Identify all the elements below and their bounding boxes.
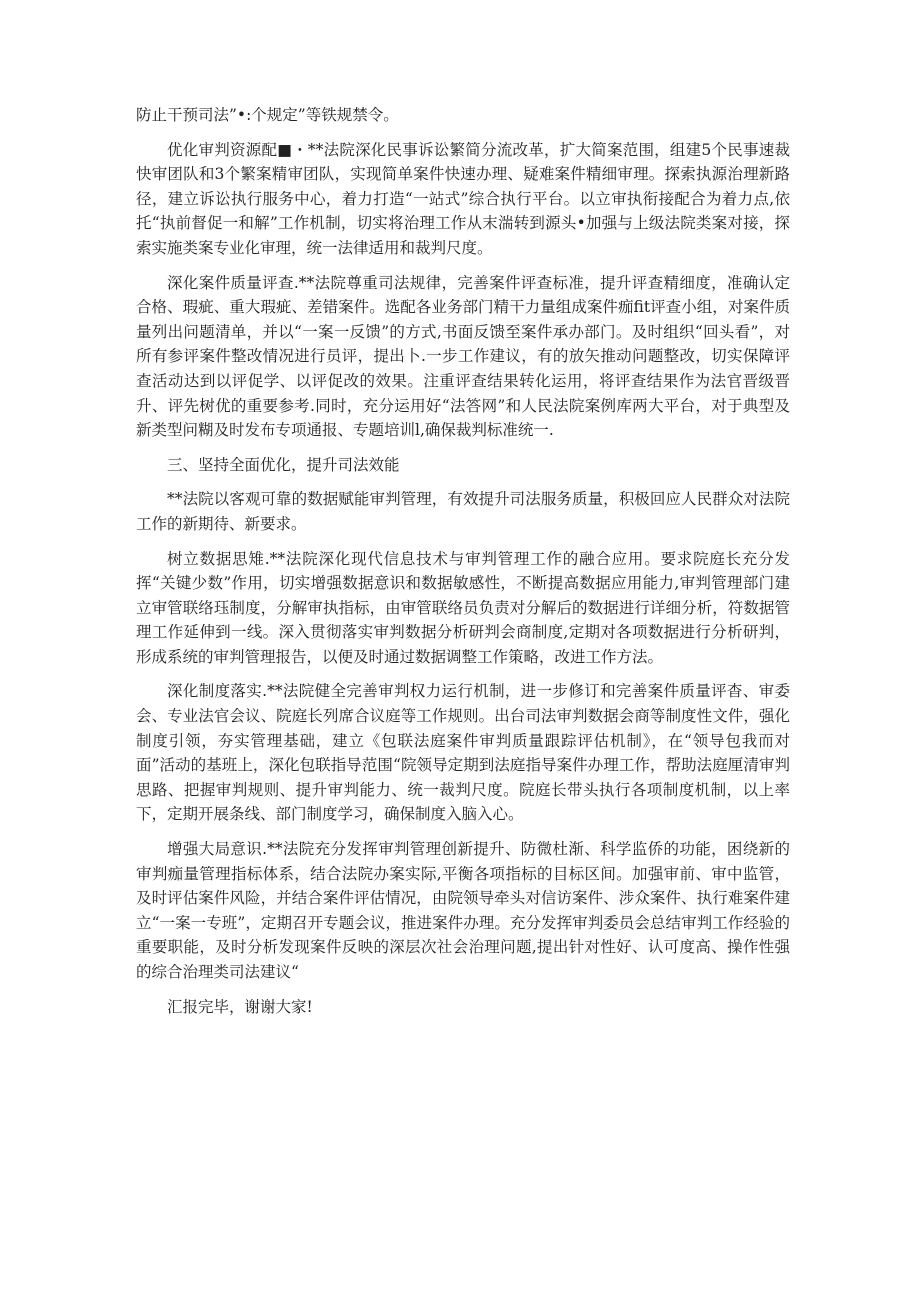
paragraph-system-implementation: 深化制度落实.**法院健全完善审判权力运行机制，进一步修订和完善案件质量评杳、审委会、专业法官会议、院庭长列席合议庭等工作规则。出台司法审判数据会商等制度性文件，强化制度引领，夯实管理基础，建立《包联法庭案件审判质量跟踪评估机制》，在“领导包我而对面”活动的基班上，深化包联指导范围“院领导定期到法庭指导案件办理工作，帮助法庭厘清审判思路、把握审判规则、提升审判能力、统一裁判尺度。院庭长带头执行各项制度机制，以上率下，定期开展条线、部门制度学习，确保制度入脑入心。 — [136, 682, 790, 824]
paragraph-continuation: 防止干预司法”•:个规定”等铁规禁令。 — [136, 106, 399, 124]
paragraph-data-thinking: 树立数据思雉.**法院深化现代信息技术与审判管理工作的融合应用。要求院庭长充分发挥“关键少数”作用，切实增强数据意识和数据敏感性，不断提高数据应用能力,审判管理部门建立审管联络珏制度，分解审执指标，由审管联络员负责对分解后的数据进行详细分析，符数据管理工作延伸到一线。深入贯彻落实审判数据分析研判会商制度,定期对各项数据进行分析研判，形成系统的审判管理报告，以便及时通过数据调整工作策略，改进工作方法。 — [136, 549, 790, 666]
paragraph-optimize-resources: 优化审判资源配■・**法院深化民事诉讼繁简分流改革，扩大简案范围，组建5个民事速裁快审团队和3个繁案精审团队，实现简单案件快速办理、疑难案件精细审理。探索执源治理新路径，建立诉讼执行服务中心，着力打造“一站式”综合执行平台。以立审执衔接配合为着力点,依托“执前督促一和解”工作机制，切实将治理工作从末湍转到源头•加强与上级法院类案对接，探索实施类案专业化审理，统一法律适用和裁判尺度。 — [136, 140, 790, 257]
paragraph-case-quality-review: 深化案件质量评查.**法院尊重司法规律，完善案件评查标准，提升评查精细度，准确认定合格、瑕疵、重大瑕疵、差错案件。选配各业务部门精干力量组成案件痂fit评查小组，对案件质量列出问题清单，并以“一案一反馈”的方式,书面反馈至案件承办部门。及时组织“回头看”，对所有参评案件整改情况进行员评，提出卜.一步工作建议，有的放矢推动问题整改，切实保障评查活动达到以评促学、以评促改的效果。注重评查结果转化运用，将评查结果作为法官晋级晋升、评先树优的重要参考.同时，充分运用好“法答网”和人民法院案例库两大平台，对于典型及新类型问糊及时发布专项通报、专题培训l,确保裁判标准统一. — [136, 273, 790, 440]
paragraph-closing: 汇报完毕，谢谢大家! — [167, 997, 313, 1016]
document-body — [136, 103, 790, 1029]
paragraph-overall-awareness: 增强大局意识.**法院充分发挥审判管理创新提升、防微杜渐、科学监侨的功能，困绕新的审判痂量管理指标体系，结合法院办案实际,平衡各项指标的目标区间。加强审前、审中监管，及时评估案件风险，并结合案件评估情况，由院领导牵头对信访案件、涉众案件、执行难案件建立“一案一专班”，定期召开专题会议，推进案件办理。充分发挥审判委员会总结审判工作经验的重要职能，及时分析发现案件反映的深层次社会治理问题,提出针对性好、认可度高、操作性强的综合治理类司法建议“ — [136, 840, 790, 981]
paragraph-data-empowerment: **法院以客观可靠的数据赋能审判管理，有效提升司法服务质量，积极回应人民群众对法院工作的新期待、新要求。 — [136, 490, 790, 533]
section-heading-three: 三、坚持全面优化，提升司法效能 — [167, 455, 400, 474]
